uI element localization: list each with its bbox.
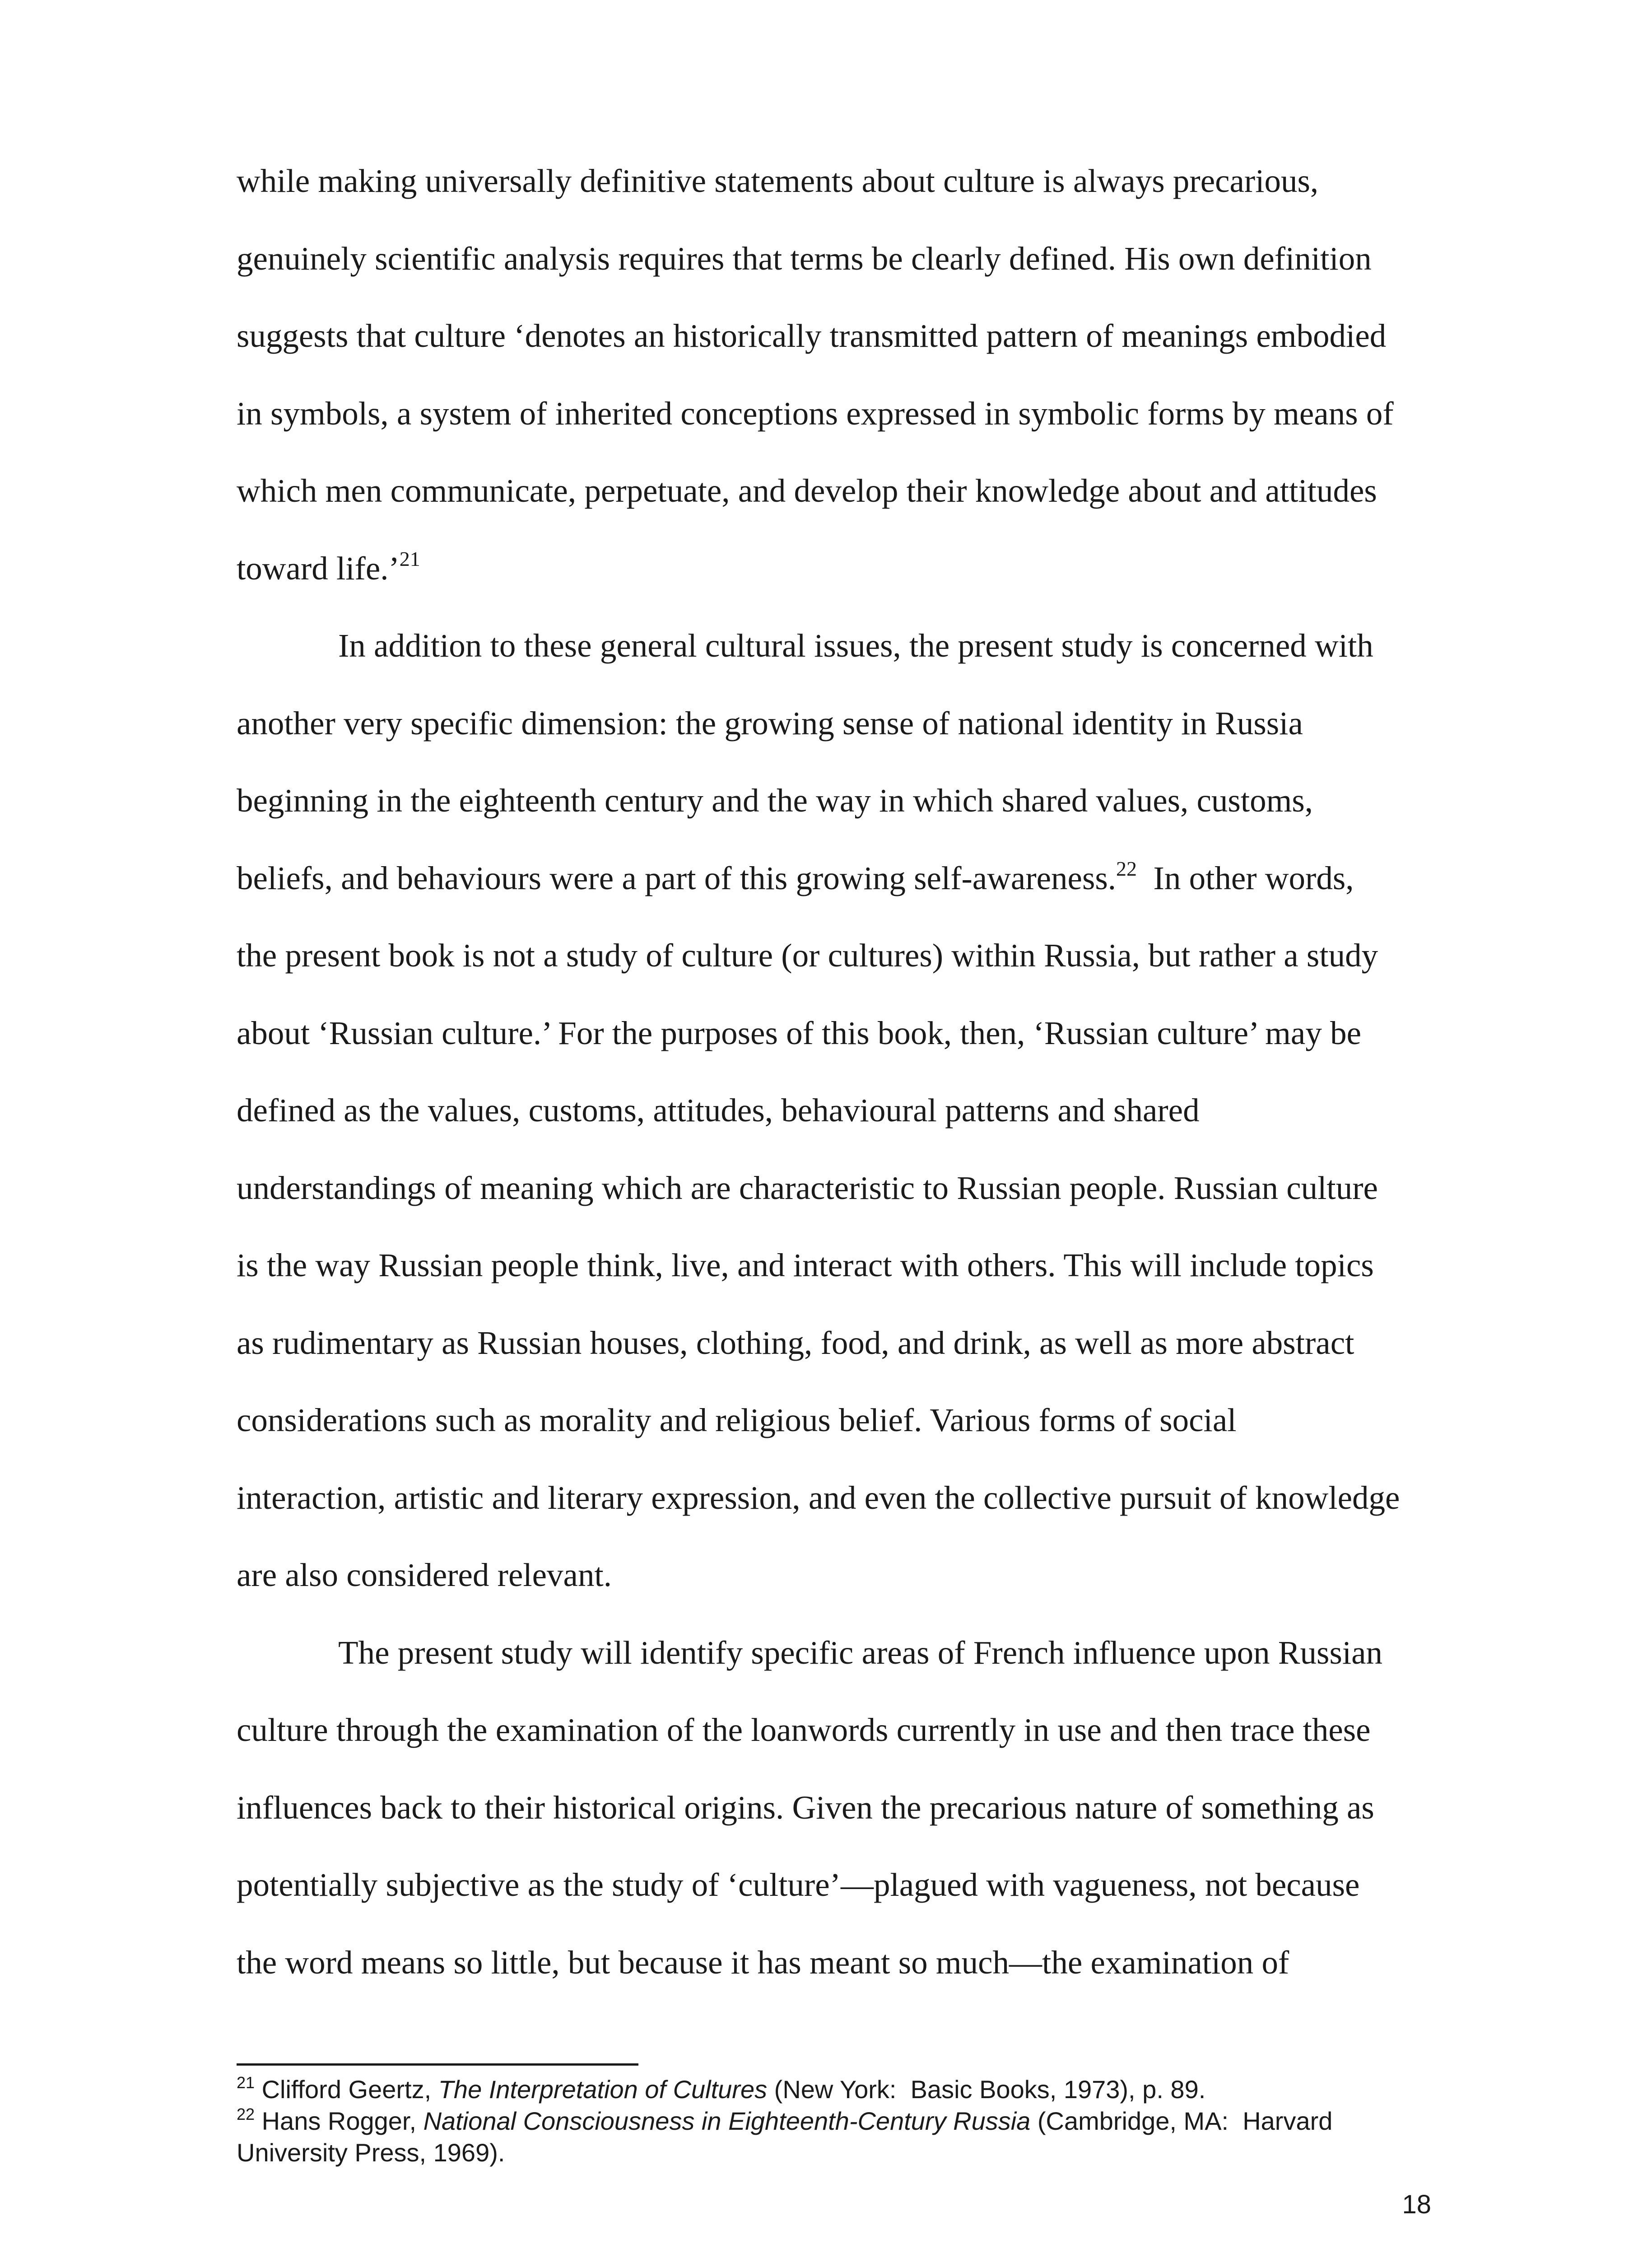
- text-line: are also considered relevant.: [237, 1557, 612, 1593]
- text-line: [237, 840, 1429, 917]
- footnote-title: The Interpretation of Cultures: [438, 2075, 768, 2104]
- footnote-22-continuation: University Press, 1969).: [237, 2138, 505, 2167]
- text-line: suggests that culture ‘denotes an historically transmitted pattern of meanings embodied: [237, 317, 1387, 354]
- text-segment: toward life.’: [237, 550, 400, 587]
- text-line: while making universally definitive statements about culture is always precarious,: [237, 163, 1319, 199]
- text-line: the word means so little, but because it has meant so much—the examination of: [237, 1944, 1289, 1981]
- text-segment: In addition to these general cultural issues, the present study is concerned with: [338, 627, 1373, 664]
- text-segment: In other words,: [1137, 859, 1354, 896]
- text-segment: The present study will identify specific areas of French influence upon Russian: [338, 1634, 1383, 1671]
- footnote-21: [237, 2074, 1429, 2105]
- text-line: culture through the examination of the loanwords currently in use and then trace these: [237, 1712, 1371, 1748]
- text-line: defined as the values, customs, attitudes, behavioural patterns and shared: [237, 1092, 1200, 1129]
- text-line: interaction, artistic and literary expression, and even the collective pursuit of knowledge: [237, 1479, 1400, 1516]
- body-text: [237, 142, 1429, 2001]
- text-line: which men communicate, perpetuate, and develop their knowledge about and attitudes: [237, 472, 1377, 509]
- footnote-reference[interactable]: 22: [1116, 857, 1137, 880]
- footnote-number: 22: [237, 2105, 255, 2123]
- text-segment: beliefs, and behaviours were a part of this growing self-awareness.: [237, 859, 1117, 896]
- footnote-number: 21: [237, 2073, 255, 2092]
- text-line: considerations such as morality and religious belief. Various forms of social: [237, 1402, 1237, 1438]
- text-line: potentially subjective as the study of ‘culture’—plagued with vagueness, not because: [237, 1866, 1360, 1903]
- text-line: about ‘Russian culture.’ For the purposes of this book, then, ‘Russian culture’ may be: [237, 1014, 1361, 1051]
- text-line: genuinely scientific analysis requires that terms be clearly defined. His own definition: [237, 240, 1372, 277]
- text-line: another very specific dimension: the growing sense of national identity in Russia: [237, 704, 1303, 742]
- footnote-title: National Consciousness in Eighteenth-Century Russia: [423, 2107, 1031, 2135]
- page-number: 18: [1402, 2190, 1431, 2219]
- footnote-reference[interactable]: 21: [399, 547, 420, 570]
- text-line: understandings of meaning which are characteristic to Russian people. Russian culture: [237, 1169, 1378, 1206]
- text-line: in symbols, a system of inherited conceptions expressed in symbolic forms by means of: [237, 395, 1394, 432]
- footnote-22: [237, 2105, 1429, 2137]
- footnote-author: Clifford Geertz,: [261, 2075, 438, 2104]
- text-line: is the way Russian people think, live, and interact with others. This will include topics: [237, 1247, 1374, 1283]
- text-line: [237, 1614, 1429, 1692]
- text-line: the present book is not a study of culture (or cultures) within Russia, but rather a study: [237, 937, 1378, 974]
- footnote-publication: (New York: Basic Books, 1973), p. 89.: [767, 2075, 1206, 2104]
- text-line: [237, 530, 1429, 607]
- footnotes: [237, 2074, 1429, 2169]
- footnote-author: Hans Rogger,: [261, 2107, 423, 2135]
- text-line: beginning in the eighteenth century and the way in which shared values, customs,: [237, 782, 1313, 819]
- footnote-separator: [237, 2063, 638, 2066]
- footnote-publication: (Cambridge, MA: Harvard: [1030, 2107, 1333, 2135]
- text-line: as rudimentary as Russian houses, clothing, food, and drink, as well as more abstract: [237, 1324, 1354, 1361]
- text-line: [237, 607, 1429, 685]
- text-line: influences back to their historical origins. Given the precarious nature of something as: [237, 1789, 1374, 1826]
